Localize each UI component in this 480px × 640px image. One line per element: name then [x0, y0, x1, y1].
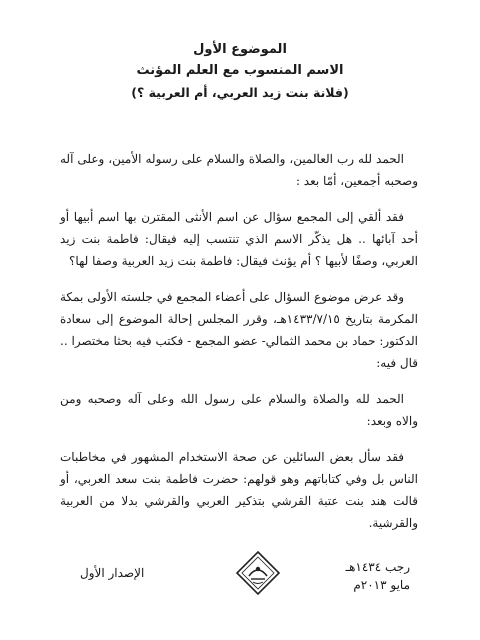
footer-dates [346, 558, 410, 594]
topic-subtitle: الاسم المنسوب مع العلم المؤنث [136, 63, 344, 78]
document-body [60, 148, 418, 548]
edition-label: الإصدار الأول [80, 566, 145, 580]
topic-question: (فلانة بنت زيد العربي، أم العربية ؟) [131, 85, 349, 100]
paragraph-question: فقد ألقي إلى المجمع سؤال عن اسم الأنثى المقترن بها اسم أبيها أو أحد آبائها .. هل يذكّر الاسم الذي تنتسب إليه فيقال: فاطمة بنت زيد العربي، وصفًا لأبيها ؟ أم يؤنث فيقال: فاطمة بنت زيد العربية وصفا لها؟ [60, 210, 418, 268]
document-footer [40, 550, 440, 610]
paragraph-praise: الحمد لله والصلاة والسلام على رسول الله وعلى آله وصحبه ومن والاه وبعد: [60, 392, 418, 428]
topic-title: الموضوع الأول [193, 42, 287, 57]
gregorian-date: مايو ٢٠١٣م [353, 578, 410, 592]
document-header [40, 40, 440, 104]
paragraph-opening: الحمد لله رب العالمين، والصلاة والسلام على رسوله الأمين، وعلى آله وصحبه أجمعين، أمّا بعد : [60, 152, 418, 188]
paragraph-referral: وقد عرض موضوع السؤال على أعضاء المجمع في جلسته الأولى بمكة المكرمة بتاريخ ١٤٣٣/٧/١٥هـ، وقرر المجلس إحالة الموضوع إلى سعادة الدكتور: حماد بن محمد الثمالي- عضو المجمع - فكتب فيه بحثا مختصرا .. قال فيه: [60, 290, 418, 370]
academy-emblem-icon [235, 550, 281, 596]
hijri-date: رجب ١٤٣٤هـ [345, 560, 410, 574]
paragraph-discussion: فقد سأل بعض السائلين عن صحة الاستخدام المشهور في مخاطبات الناس بل وفي كتاباتهم وهو قولهم: حضرت فاطمة بنت سعد العربي، أو قالت هند بنت عتبة القرشي بتذكير العربي والقرشي بدلا من العربية والقرشية. [60, 450, 418, 530]
